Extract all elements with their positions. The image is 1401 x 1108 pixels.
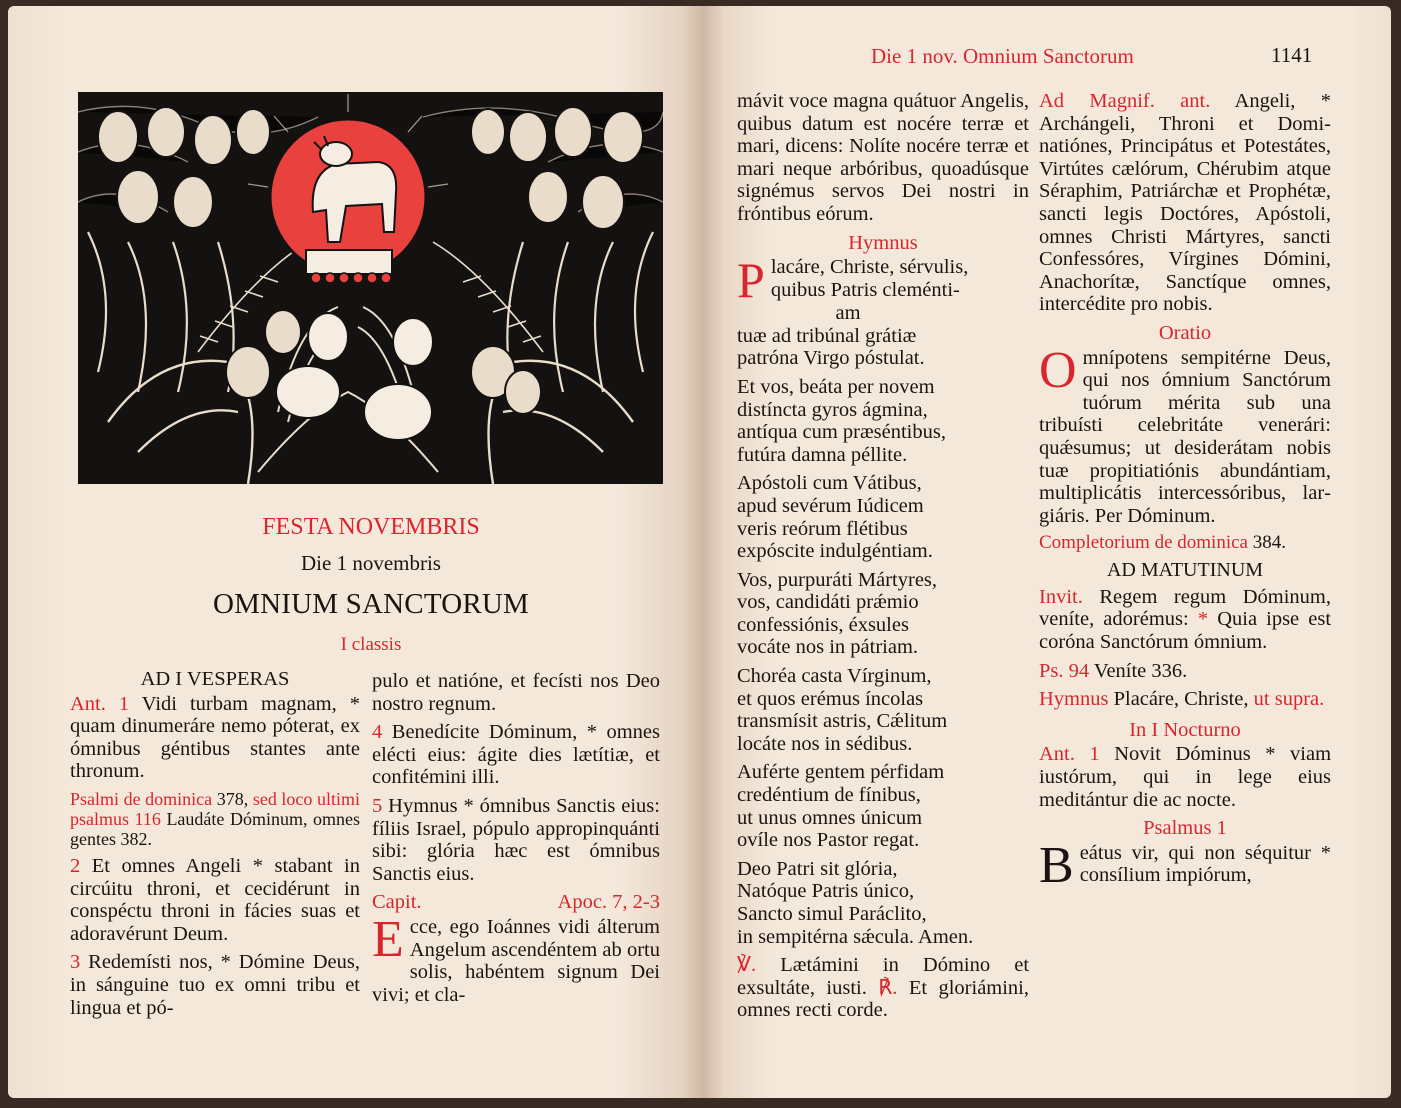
completorium-rubric xyxy=(1039,533,1331,553)
capitulum-header xyxy=(372,891,660,914)
versicle-symbol: ℣. xyxy=(737,954,757,977)
magnificat-text: Angeli, * Archángeli, Throni et Dominatiónes, Principátus et Potestátes, Virtútes cælórum, Chérubim atque Séraphim, Patriárchæ et Prophétæ, sancti legis Doctóres, Apóstoli, omnes Christi Mártyres, sancti Confessóres, Vírgines Dómini, Anachorítæ, Sanctíque omnes, intercédite pro nobis. xyxy=(1039,90,1331,316)
hymn-stanza-2 xyxy=(737,376,1029,466)
hymn-verse: Auférte gentem pérfidam xyxy=(737,761,945,784)
oratio xyxy=(1039,341,1331,528)
psalm-rubric-b: sed loco ultimi psalmus 116 xyxy=(70,788,361,829)
psalm-rubric xyxy=(70,789,360,849)
running-head: Die 1 nov. Omnium Sanctorum xyxy=(871,44,1134,68)
woodcut-lamb-of-god-image xyxy=(78,92,663,484)
antiphon-4-num: 4 xyxy=(372,721,383,744)
completorium-label: Completorium de dominica xyxy=(1039,532,1248,554)
right-page xyxy=(703,6,1391,1098)
nocturn-antiphon-1-text: Novit Dóminus * viam iustórum, qui in lege eius meditántur die ac nocte. xyxy=(1039,743,1332,811)
completorium-num: 384. xyxy=(1252,532,1286,554)
hymn-stanza-7 xyxy=(737,858,1029,948)
versicle-text: Lætámini in Dómino et exsultáte, iusti. xyxy=(737,954,1030,999)
hymnus-text: Placáre, Christe, xyxy=(1113,688,1249,711)
psalmus-1-heading: Psalmus 1 xyxy=(1143,817,1227,840)
invitatory-text-2: Quia ipse est coróna Sanctórum ómnium. xyxy=(1039,608,1332,654)
hymn-verse: Et vos, beáta per novem xyxy=(737,375,935,398)
invitatory xyxy=(1039,586,1331,654)
antiphon-2-num: 2 xyxy=(70,854,81,877)
hymnus-label: Hymnus xyxy=(1039,688,1109,711)
vespers-heading: AD I VESPERAS xyxy=(140,668,290,690)
invitatory-text: Regem regum Dóminum, veníte, adorémus: xyxy=(1039,585,1331,631)
hymn-verse: Apóstoli cum Vátibus, xyxy=(737,472,922,495)
hymn-initial: P xyxy=(737,252,765,309)
psalm-94-text: Veníte 336. xyxy=(1093,659,1188,682)
capitulum-continued: mávit voce magna quátuor Angelis, quibus datum est nocére terræ et mari, dicens: Nolíte nocére terræ et mari neque arbóribus, quoadúsque signémus servos Dei nostri in fróntibus eórum. xyxy=(737,90,1029,225)
nocturno-heading: In I Nocturno xyxy=(1129,718,1241,741)
left-col-1 xyxy=(70,668,360,1025)
capitulum-initial: E xyxy=(372,910,404,968)
antiphon-5 xyxy=(372,795,660,885)
invitatory-star: * xyxy=(1197,608,1209,631)
antiphon-4-text: Benedícite Dóminum, * omnes elécti eius: ágite dies lætítiæ, et confitémini illi. xyxy=(372,721,660,789)
hymn-verse: vos, candidáti prǽmio xyxy=(737,591,919,614)
hymn-verse: veris reórum flétibus xyxy=(737,517,908,540)
capitulum-ref: Apoc. 7, 2-3 xyxy=(557,891,660,914)
antiphon-2-text: Et omnes Angeli * stabant in circúitu throni, et cecidérunt in conspéctu throni in fácies suas et adoravérunt Deum. xyxy=(70,854,360,945)
hymn-stanza-3 xyxy=(737,472,1029,562)
invitatory-label: Invit. xyxy=(1039,585,1083,608)
feast-title: OMNIUM SANCTORUM xyxy=(212,588,530,620)
antiphon-3-num: 3 xyxy=(70,951,81,974)
hymn-verse: confessiónis, éxsules xyxy=(737,613,909,636)
left-col-2 xyxy=(372,670,660,1006)
antiphon-3-continued: pulo et natióne, et fecísti nos Deo nostro regnum. xyxy=(372,670,660,715)
versicle-response xyxy=(737,954,1029,1022)
hymn-verse: in sempitérna sǽcula. Amen. xyxy=(737,925,974,948)
hymn-verse: ut unus omnes únicum xyxy=(737,806,923,829)
antiphon-4 xyxy=(372,721,660,789)
hymn-line-2: quibus Patris cleménti- xyxy=(770,278,960,301)
nocturn-antiphon-1-label: Ant. 1 xyxy=(1039,743,1100,766)
psalmus-1-text: eátus vir, qui non séquitur * consílium impiórum, xyxy=(1079,841,1331,887)
capitulum-label: Capit. xyxy=(372,891,422,914)
oratio-initial: O xyxy=(1039,341,1077,399)
psalm-rubric-b-text: Laudáte Dóminum, omnes gentes 382. xyxy=(70,808,360,849)
antiphon-3-text: Redemísti nos, * Dómine Deus, in sánguine tuo ex omni tribu et lingua et pó- xyxy=(70,951,360,1019)
oratio-text: mnípotens sempitérne Deus, qui nos ómnium Sanctórum tuórum mérita sub una tribuísti celebritáte venerári: quǽsumus; ut desiderátam nobis tuæ propitiatiónis abundántiam, multiplicátis intercessóribus, largiáris. Per Dóminum. xyxy=(1039,346,1331,527)
antiphon-1-label: Ant. 1 xyxy=(70,692,130,715)
right-col-1 xyxy=(737,90,1029,1022)
antiphon-1 xyxy=(70,693,360,783)
magnificat-antiphon xyxy=(1039,90,1331,316)
capitulum xyxy=(372,910,660,1006)
psalmus-1 xyxy=(1039,836,1331,894)
hymn-verse: credéntium de fínibus, xyxy=(737,784,921,807)
hymn-verse: Deo Patri sit glória, xyxy=(737,857,898,880)
hymn-stanza-1 xyxy=(737,325,1029,370)
antiphon-2 xyxy=(70,855,360,945)
nocturn-antiphon-1 xyxy=(1039,743,1331,811)
woodcut-illustration xyxy=(78,92,663,484)
right-col-2 xyxy=(1039,90,1332,894)
hymn-line-1: lacáre, Christe, sérvulis, xyxy=(770,256,969,279)
antiphon-5-num: 5 xyxy=(372,794,383,817)
hymn-stanza-5 xyxy=(737,665,1029,755)
hymn-verse: ovíle nos Pastor regat. xyxy=(737,829,920,852)
hymn-verse: Vos, purpuráti Mártyres, xyxy=(737,568,938,591)
psalm-rubric-a: Psalmi de dominica xyxy=(70,788,213,809)
hymn-verse: Natóque Patris único, xyxy=(737,880,915,903)
magnificat-label: Ad Magnif. ant. xyxy=(1039,90,1211,112)
hymn-verse: locáte nos in sédibus. xyxy=(737,732,913,755)
hymn-verse: futúra damna péllite. xyxy=(737,443,908,466)
hymn-verse: Sancto simul Paráclito, xyxy=(737,903,927,925)
hymn-verse: et quos erémus íncolas xyxy=(737,687,924,710)
hymn-line-3: am xyxy=(835,302,861,325)
hymn-verse: Choréa casta Vírginum, xyxy=(737,665,932,688)
hymnus-ut-supra: ut supra. xyxy=(1253,688,1325,711)
psalm-94-label: Ps. 94 xyxy=(1039,659,1090,682)
response-text: Et gloriámini, omnes recti corde. xyxy=(737,976,1030,1022)
psalmus-1-initial: B xyxy=(1039,836,1074,894)
hymn-heading: Hymnus xyxy=(848,231,918,254)
psalm-94 xyxy=(1039,660,1331,683)
section-title: FESTA NOVEMBRIS xyxy=(262,514,480,540)
psalm-rubric-num: 378, xyxy=(216,788,249,809)
hymn-stanza-6 xyxy=(737,761,1029,851)
hymn-verse: distíncta gyros ágmina, xyxy=(737,398,928,421)
antiphon-1-text: Vidi turbam magnam, * quam dinumeráre nemo póterat, ex ómnibus géntibus stantes ante thronum. xyxy=(70,692,361,783)
hymn-verse: patróna Virgo póstulat. xyxy=(737,347,925,370)
antiphon-5-text: Hymnus * ómnibus Sanctis eius: fíliis Israel, pópulo appropinquánti sibi: glória hæc est ómnibus Sanctis eius. xyxy=(372,794,660,885)
hymn-verse: antíqua cum præséntibus, xyxy=(737,421,946,444)
hymn-verse: apud sevérum Iúdicem xyxy=(737,494,924,517)
date-line: Die 1 novembris xyxy=(301,551,441,575)
hymn-verse: expóscite indulgéntiam. xyxy=(737,540,933,563)
hymn-stanza-4 xyxy=(737,569,1029,659)
page-number: 1141 xyxy=(1271,43,1313,67)
response-symbol: ℟. xyxy=(878,976,898,999)
oratio-heading: Oratio xyxy=(1158,321,1212,344)
hymn-verse: transmísit astris, Cǽlitum xyxy=(737,710,948,733)
rank: I classis xyxy=(340,634,402,655)
hymn-opening xyxy=(737,252,1029,325)
matutinum-heading: AD MATUTINUM xyxy=(1106,559,1264,582)
left-page xyxy=(8,6,703,1098)
hymn-verse: vocáte nos in pátriam. xyxy=(737,636,919,659)
antiphon-3 xyxy=(70,951,360,1019)
hymnus-rubric xyxy=(1039,688,1331,711)
capitulum-text: cce, ego Ioánnes vidi álterum Angelum ascendéntem ab ortu solis, habéntem signum Dei vivi; et cla- xyxy=(372,915,660,1006)
hymn-verse: tuæ ad tribúnal grátiæ xyxy=(737,324,917,347)
